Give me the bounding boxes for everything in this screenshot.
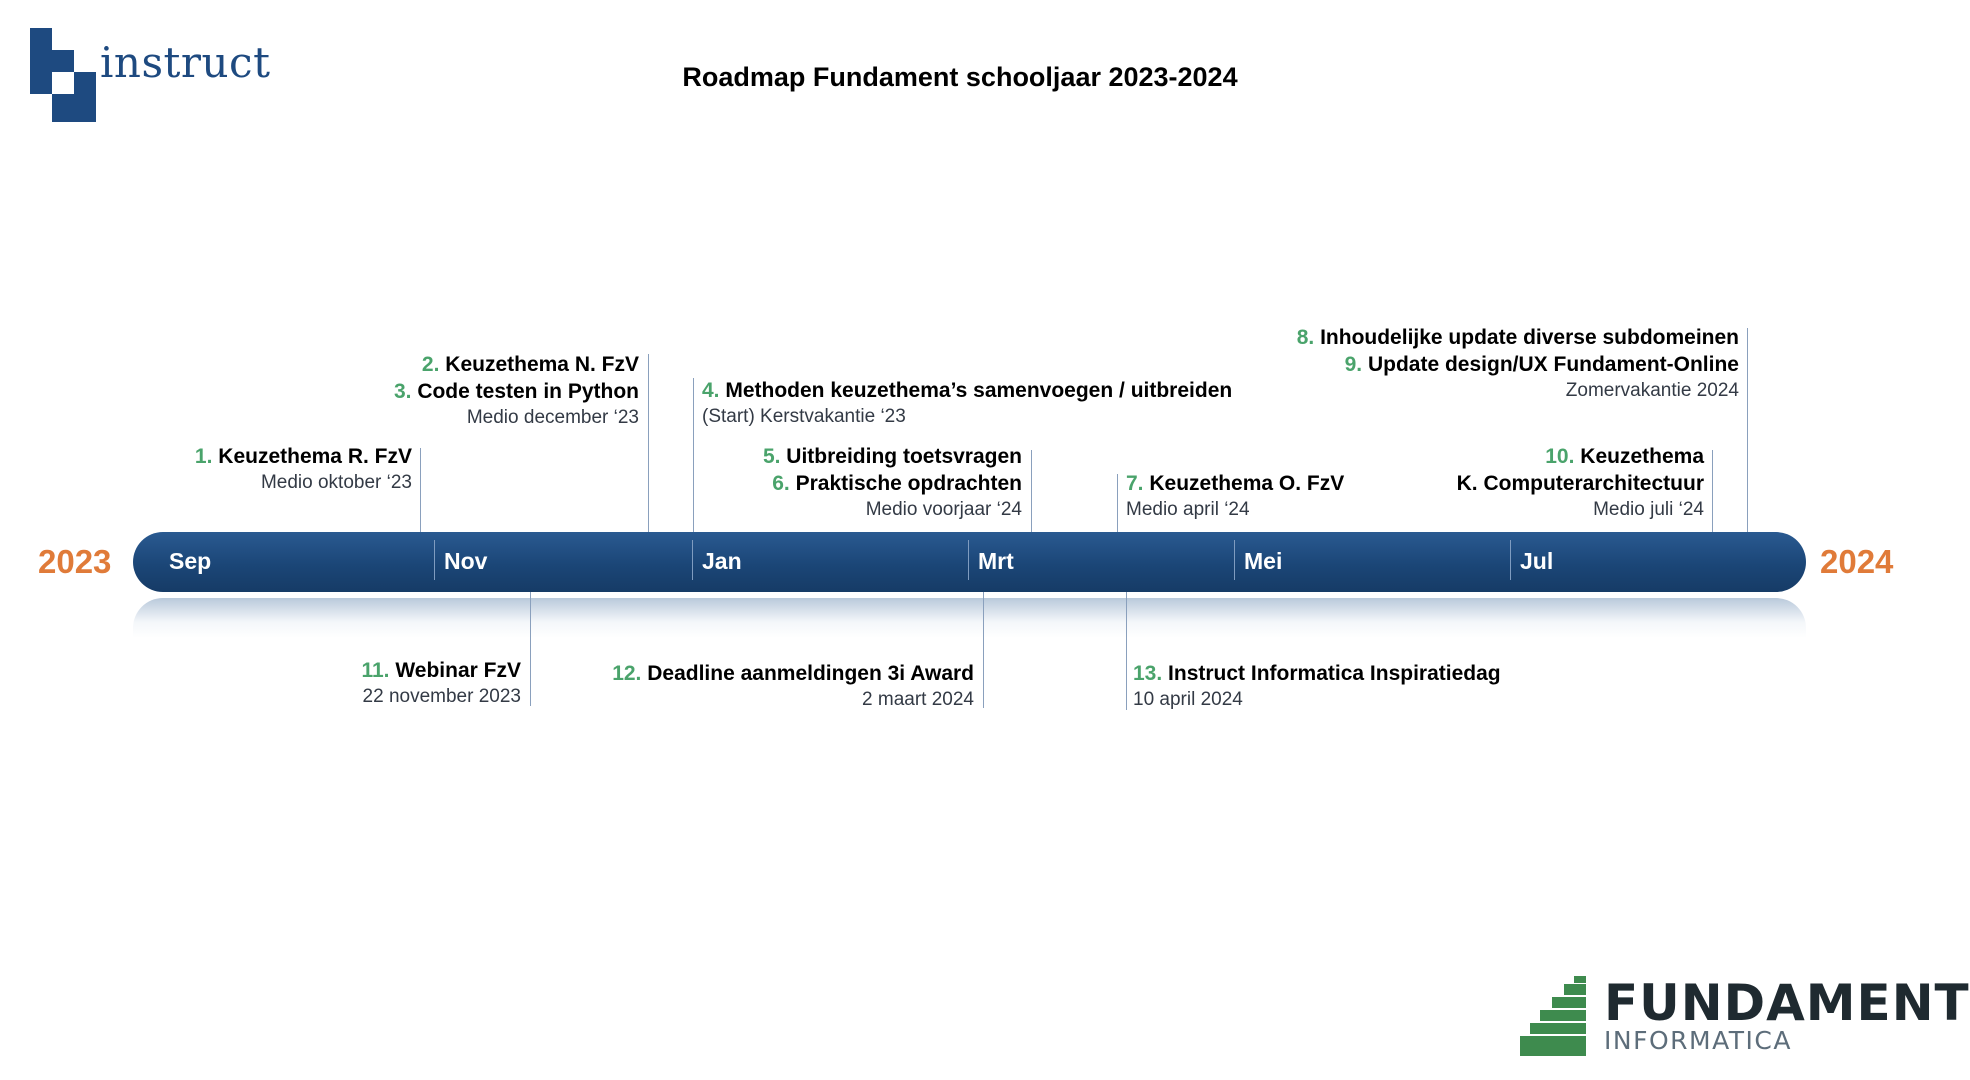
milestone-connector bbox=[693, 378, 694, 532]
month-divider bbox=[1510, 540, 1511, 580]
milestone-title: Update design/UX Fundament-Online bbox=[1367, 353, 1739, 376]
milestone-date: Zomervakantie 2024 bbox=[1565, 380, 1739, 401]
month-divider bbox=[968, 540, 969, 580]
milestone-title: Instruct Informatica Inspiratiedag bbox=[1168, 662, 1501, 685]
milestone-number: 12. bbox=[612, 662, 642, 685]
milestone-13 bbox=[1133, 660, 1501, 712]
milestone-title: Inhoudelijke update diverse subdomeinen bbox=[1320, 326, 1739, 349]
month-label: Mei bbox=[1244, 548, 1283, 574]
milestone-number: 7. bbox=[1126, 472, 1144, 495]
milestone-title: Keuzethema bbox=[1580, 445, 1704, 468]
milestone-date: 2 maart 2024 bbox=[862, 689, 974, 710]
milestone-date: 22 november 2023 bbox=[362, 686, 521, 707]
month-label: Jan bbox=[702, 548, 742, 574]
month-divider bbox=[434, 540, 435, 580]
fundament-logo-subtitle: INFORMATICA bbox=[1604, 1026, 1792, 1055]
milestone-date: Medio december ‘23 bbox=[466, 407, 639, 428]
month-label: Nov bbox=[444, 548, 488, 574]
milestone-connector bbox=[1117, 474, 1118, 532]
milestone-date: Medio april ‘24 bbox=[1126, 499, 1250, 520]
milestone-number: 2. bbox=[421, 353, 440, 376]
fundament-logo bbox=[1520, 974, 1970, 1056]
milestone-number: 11. bbox=[361, 659, 390, 682]
milestone-connector bbox=[1031, 450, 1032, 532]
timeline-bar-reflection bbox=[133, 598, 1806, 638]
start-year-label: 2023 bbox=[38, 543, 112, 580]
milestone-connector bbox=[1126, 592, 1127, 710]
milestone-8-9 bbox=[1297, 324, 1739, 403]
milestone-number: 5. bbox=[762, 445, 781, 468]
milestone-title: Methoden keuzethema’s samenvoegen / uitbreiden bbox=[725, 379, 1233, 402]
milestone-1 bbox=[195, 443, 412, 495]
end-year-label: 2024 bbox=[1820, 543, 1894, 580]
milestone-number: 13. bbox=[1133, 662, 1163, 685]
milestone-connector bbox=[530, 592, 531, 706]
month-divider bbox=[1234, 540, 1235, 580]
milestone-connector bbox=[983, 592, 984, 708]
milestone-number: 3. bbox=[393, 380, 412, 403]
milestone-7 bbox=[1126, 470, 1344, 522]
month-label: Jul bbox=[1520, 548, 1554, 574]
milestone-number: 4. bbox=[702, 379, 720, 402]
page-title: Roadmap Fundament schooljaar 2023-2024 bbox=[682, 62, 1238, 92]
milestone-title: Keuzethema R. FzV bbox=[218, 445, 412, 468]
month-label: Mrt bbox=[978, 548, 1014, 574]
milestone-title: Deadline aanmeldingen 3i Award bbox=[647, 662, 974, 685]
milestone-12 bbox=[612, 660, 974, 712]
milestone-connector bbox=[1747, 328, 1748, 532]
milestone-number: 1. bbox=[194, 445, 213, 468]
timeline-bar bbox=[133, 532, 1806, 592]
milestone-10 bbox=[1457, 443, 1704, 522]
fundament-logo-title: FUNDAMENT bbox=[1604, 974, 1970, 1032]
instruct-logo-text: instruct bbox=[100, 38, 271, 87]
milestone-title: Keuzethema N. FzV bbox=[445, 353, 639, 376]
milestone-title: Uitbreiding toetsvragen bbox=[786, 445, 1022, 468]
month-label: Sep bbox=[169, 548, 212, 574]
milestone-connector bbox=[420, 448, 421, 532]
milestone-date: (Start) Kerstvakantie ‘23 bbox=[702, 406, 906, 427]
milestone-title: Code testen in Python bbox=[417, 380, 639, 403]
milestone-title: Webinar FzV bbox=[395, 659, 521, 682]
milestone-11 bbox=[361, 657, 521, 709]
milestone-title: Keuzethema O. FzV bbox=[1149, 472, 1345, 495]
milestone-number: 8. bbox=[1296, 326, 1315, 349]
milestone-number: 10. bbox=[1545, 445, 1575, 468]
milestone-date: Medio oktober ‘23 bbox=[260, 472, 412, 493]
milestone-date: 10 april 2024 bbox=[1133, 689, 1243, 710]
milestone-4 bbox=[702, 377, 1232, 429]
milestone-5-6 bbox=[763, 443, 1022, 522]
milestone-title: Praktische opdrachten bbox=[795, 472, 1022, 495]
milestone-date: Medio juli ‘24 bbox=[1593, 499, 1704, 520]
milestone-connector bbox=[1712, 450, 1713, 532]
milestone-2-3 bbox=[394, 351, 639, 430]
milestone-date: Medio voorjaar ‘24 bbox=[865, 499, 1022, 520]
month-divider bbox=[692, 540, 693, 580]
milestone-title: K. Computerarchitectuur bbox=[1456, 472, 1704, 495]
milestone-number: 6. bbox=[772, 472, 790, 495]
milestone-number: 9. bbox=[1344, 353, 1363, 376]
milestone-connector bbox=[648, 354, 649, 532]
